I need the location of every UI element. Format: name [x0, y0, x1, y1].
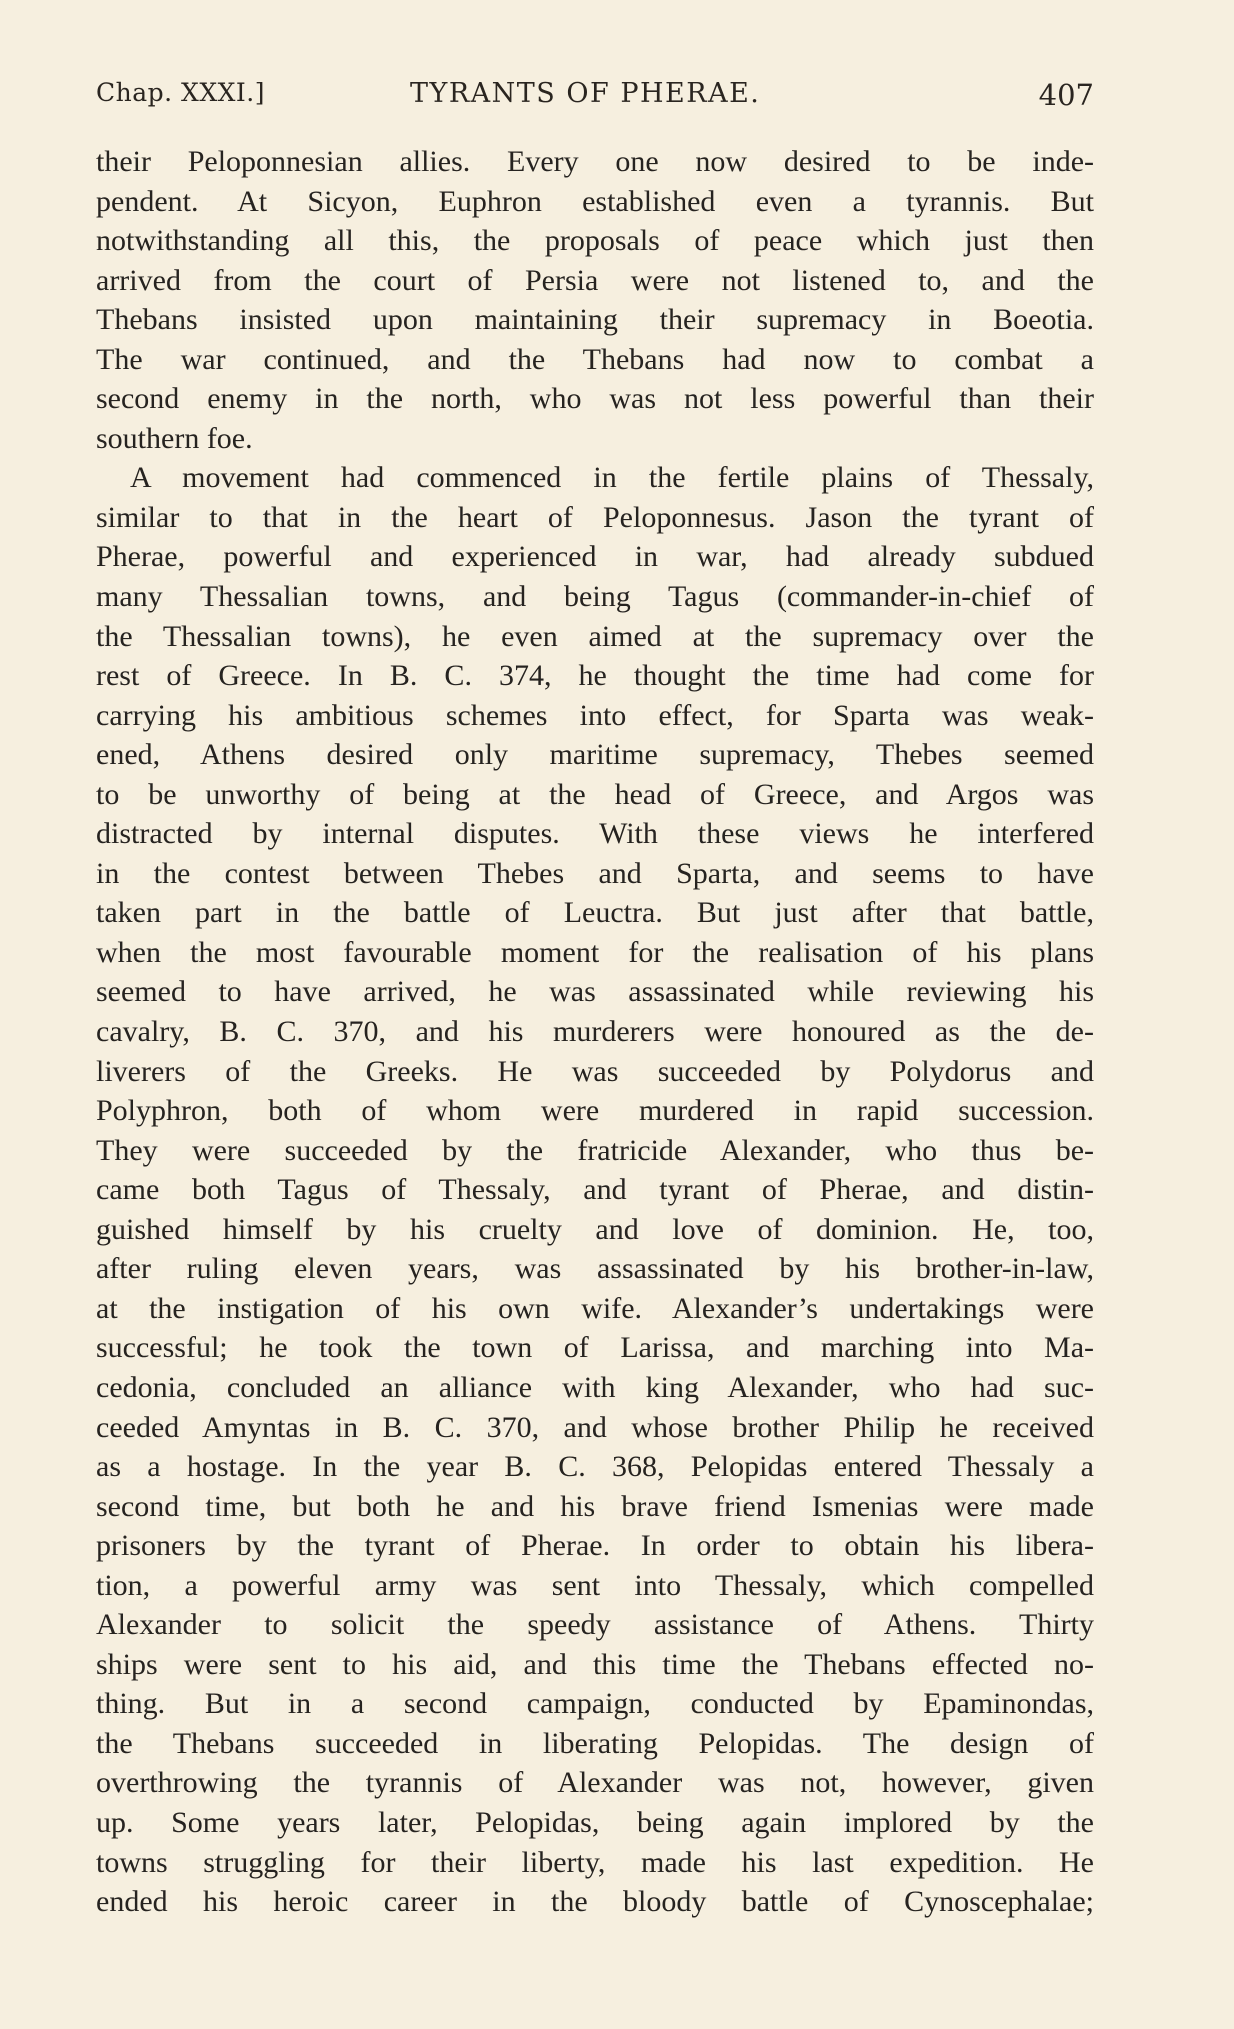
text-line: many Thessalian towns, and being Tagus (commander-in-chief of — [96, 580, 1094, 614]
text-line: rest of Greece. In B. C. 374, he thought the time had come for — [96, 659, 1094, 693]
text-line: cedonia, concluded an alliance with king Alexander, who had suc- — [96, 1370, 1094, 1404]
text-line: thing. But in a second campaign, conducted by Epaminondas, — [96, 1687, 1094, 1721]
text-line: their Peloponnesian allies. Every one now desired to be inde- — [96, 145, 1094, 178]
text-line: second time, but both he and his brave friend Ismenias were made — [96, 1489, 1094, 1523]
body-text — [96, 142, 1094, 1922]
text-line: Thebans insisted upon maintaining their supremacy in Boeotia. — [96, 303, 1094, 337]
text-line: after ruling eleven years, was assassinated by his brother-in-law, — [96, 1252, 1094, 1286]
text-line: The war continued, and the Thebans had now to combat a — [96, 342, 1094, 376]
text-line: similar to that in the heart of Peloponnesus. Jason the tyrant of — [96, 500, 1094, 534]
text-line: taken part in the battle of Leuctra. But just after that battle, — [96, 896, 1094, 930]
text-line: notwithstanding all this, the proposals of peace which just then — [96, 224, 1094, 258]
text-line: Polyphron, both of whom were murdered in rapid succession. — [96, 1094, 1094, 1128]
page-number: 407 — [1038, 78, 1094, 112]
text-line: ceeded Amyntas in B. C. 370, and whose brother Philip he received — [96, 1410, 1094, 1444]
text-line: towns struggling for their liberty, made his last expedition. He — [96, 1845, 1094, 1879]
text-line: Alexander to solicit the speedy assistance of Athens. Thirty — [96, 1608, 1094, 1642]
text-line: successful; he took the town of Larissa, and marching into Ma- — [96, 1331, 1094, 1365]
text-line: the Thebans succeeded in liberating Pelopidas. The design of — [96, 1726, 1094, 1760]
text-line: arrived from the court of Persia were not listened to, and the — [96, 263, 1094, 297]
running-header — [96, 78, 1094, 118]
text-line: Pherae, powerful and experienced in war, had already subdued — [96, 540, 1094, 574]
text-line: ened, Athens desired only maritime supremacy, Thebes seemed — [96, 738, 1094, 772]
text-line: ships were sent to his aid, and this time the Thebans effected no- — [96, 1647, 1094, 1681]
text-line: They were succeeded by the fratricide Alexander, who thus be- — [96, 1133, 1094, 1167]
chapter-label: Chap. XXXI.] — [96, 78, 266, 107]
text-line: as a hostage. In the year B. C. 368, Pelopidas entered Thessaly a — [96, 1450, 1094, 1484]
text-line: pendent. At Sicyon, Euphron established even a tyrannis. But — [96, 184, 1094, 218]
text-line: guished himself by his cruelty and love of dominion. He, too, — [96, 1212, 1094, 1246]
text-line: seemed to have arrived, he was assassinated while reviewing his — [96, 975, 1094, 1009]
text-line: ended his heroic career in the bloody battle of Cynoscephalae; — [96, 1885, 1094, 1919]
text-line: in the contest between Thebes and Sparta, and seems to have — [96, 856, 1094, 890]
running-title: TYRANTS OF PHERAE. — [410, 78, 761, 109]
text-line: to be unworthy of being at the head of Greece, and Argos was — [96, 777, 1094, 811]
text-line: liverers of the Greeks. He was succeeded by Polydorus and — [96, 1054, 1094, 1088]
text-line: came both Tagus of Thessaly, and tyrant of Pherae, and distin- — [96, 1173, 1094, 1207]
text-line: up. Some years later, Pelopidas, being again implored by the — [96, 1805, 1094, 1839]
text-line: at the instigation of his own wife. Alexander’s undertakings were — [96, 1291, 1094, 1325]
text-line: second enemy in the north, who was not less powerful than their — [96, 382, 1094, 416]
text-line: overthrowing the tyrannis of Alexander was not, however, given — [96, 1766, 1094, 1800]
paragraph-start-line: A movement had commenced in the fertile plains of Thessaly, — [130, 461, 1094, 495]
text-line: the Thessalian towns), he even aimed at the supremacy over the — [96, 619, 1094, 653]
text-line: when the most favourable moment for the realisation of his plans — [96, 935, 1094, 969]
text-line: prisoners by the tyrant of Pherae. In order to obtain his libera- — [96, 1529, 1094, 1563]
text-line: cavalry, B. C. 370, and his murderers were honoured as the de- — [96, 1015, 1094, 1049]
text-line: carrying his ambitious schemes into effect, for Sparta was weak- — [96, 698, 1094, 732]
text-line: southern foe. — [96, 421, 253, 455]
text-line: distracted by internal disputes. With these views he interfered — [96, 817, 1094, 851]
text-line: tion, a powerful army was sent into Thessaly, which compelled — [96, 1568, 1094, 1602]
